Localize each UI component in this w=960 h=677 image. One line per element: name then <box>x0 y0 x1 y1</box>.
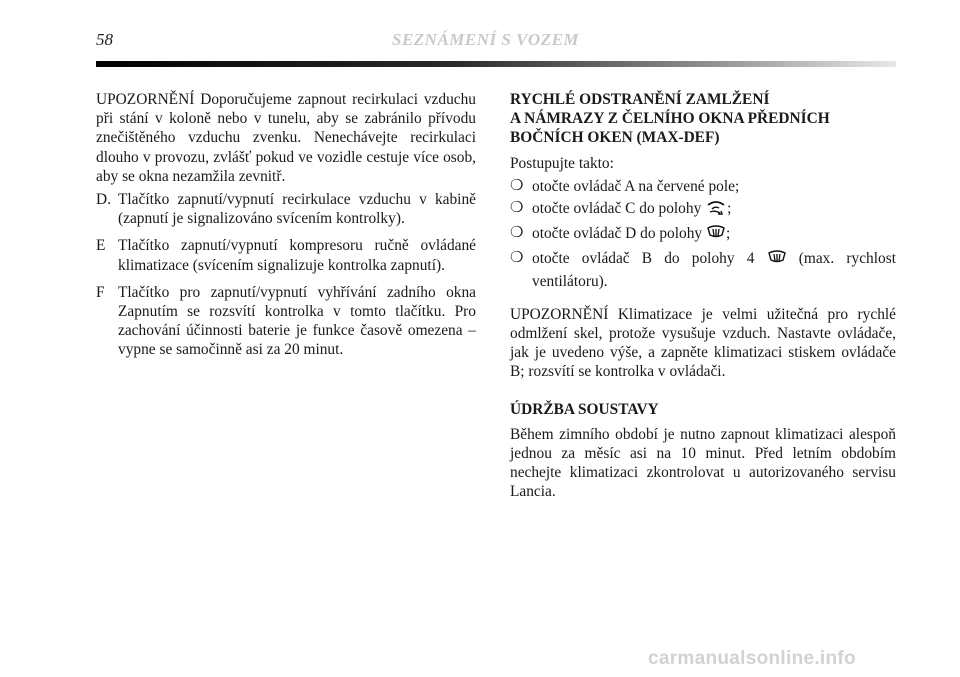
step-text: ; <box>725 225 731 243</box>
watermark: carmanualsonline.info <box>648 648 856 669</box>
recirculation-warning: UPOZORNĚNÍ Doporučujeme zapnout recirkulaci vzduchu při stání v koloně nebo v tunelu, aby se zabránilo přívodu znečištěného vzduchu zvenku. Nenechávejte recirkulaci dlouho v provozu, zvlášť pokud ve vozidle cestuje více osob, aby se okna nezamžila zevnitř. <box>96 91 476 185</box>
bullet-icon: ❍ <box>510 225 524 242</box>
windscreen-feet-airflow-icon <box>706 199 726 221</box>
definition-key: E <box>96 237 106 255</box>
step-text: otočte ovládač A na červené pole; <box>532 177 740 195</box>
steps-intro: Postupujte takto: <box>510 154 614 172</box>
right-column <box>510 90 896 502</box>
bullet-icon: ❍ <box>510 177 524 194</box>
section-title-maintenance: ÚDRŽBA SOUSTAVY <box>510 400 659 418</box>
definition-item-e <box>96 236 476 274</box>
maintenance-text: Během zimního období je nutno zapnout klimatizaci alespoň jednou za měsíc asi na 10 minut. Před letním obdobím nechejte klimatizaci zkontrolovat u autorizovaného servisu Lancia. <box>510 425 896 501</box>
definition-item-f <box>96 283 476 360</box>
bullet-icon: ❍ <box>510 200 524 217</box>
title-line: A NÁMRAZY Z ČELNÍHO OKNA PŘEDNÍCH <box>510 110 830 128</box>
header-rule <box>96 61 896 67</box>
fresh-air-intake-icon <box>768 250 786 271</box>
step-text: otočte ovládač C do polohy <box>532 200 702 218</box>
title-line: RYCHLÉ ODSTRANĚNÍ ZAMLŽENÍ <box>510 91 770 108</box>
bullet-icon: ❍ <box>510 250 524 267</box>
left-column <box>96 90 476 360</box>
step-text: ; <box>727 200 732 218</box>
running-head: SEZNÁMENÍ S VOZEM <box>392 30 580 49</box>
list-item <box>510 199 896 221</box>
definition-key: D. <box>96 191 111 209</box>
step-text: otočte ovládač D do polohy <box>532 225 703 243</box>
title-line: BOČNÍCH OKEN (MAX-DEF) <box>510 129 720 147</box>
steps-list <box>510 177 896 291</box>
page-number: 58 <box>96 30 113 49</box>
fresh-air-intake-icon <box>707 225 725 246</box>
step-text: (max. rychlost ventilátoru). <box>532 250 896 290</box>
definition-text: Tlačítko zapnutí/vypnutí kompresoru ručně ovládané klimatizace (svícením signalizuje kontrolka zapnutí). <box>118 237 476 274</box>
max-def-warning: UPOZORNĚNÍ Klimatizace je velmi užitečná pro rychlé odmlžení skel, protože vysušuje vzduch. Nastavte ovládače, jak je uvedeno výše, a zapněte klimatizaci stiskem ovládače B; rozsvítí se kontrolka v ovládači. <box>510 305 896 381</box>
definition-key: F <box>96 283 105 301</box>
list-item <box>510 224 896 246</box>
list-item <box>510 249 896 290</box>
list-item <box>510 177 896 196</box>
step-text: otočte ovládač B do polohy 4 <box>532 250 755 268</box>
definition-text: Tlačítko pro zapnutí/vypnutí vyhřívání zadního okna Zapnutím se rozsvítí kontrolka v tomto tlačítku. Pro zachování účinnosti baterie je funkce časově omezena – vypne se samočinně asi za 20 minut. <box>118 283 476 359</box>
definition-text: Tlačítko zapnutí/vypnutí recirkulace vzduchu v kabině (zapnutí je signalizováno svícením kontrolky). <box>118 191 476 228</box>
section-title-max-def <box>510 90 896 148</box>
definition-item-d <box>96 190 476 228</box>
